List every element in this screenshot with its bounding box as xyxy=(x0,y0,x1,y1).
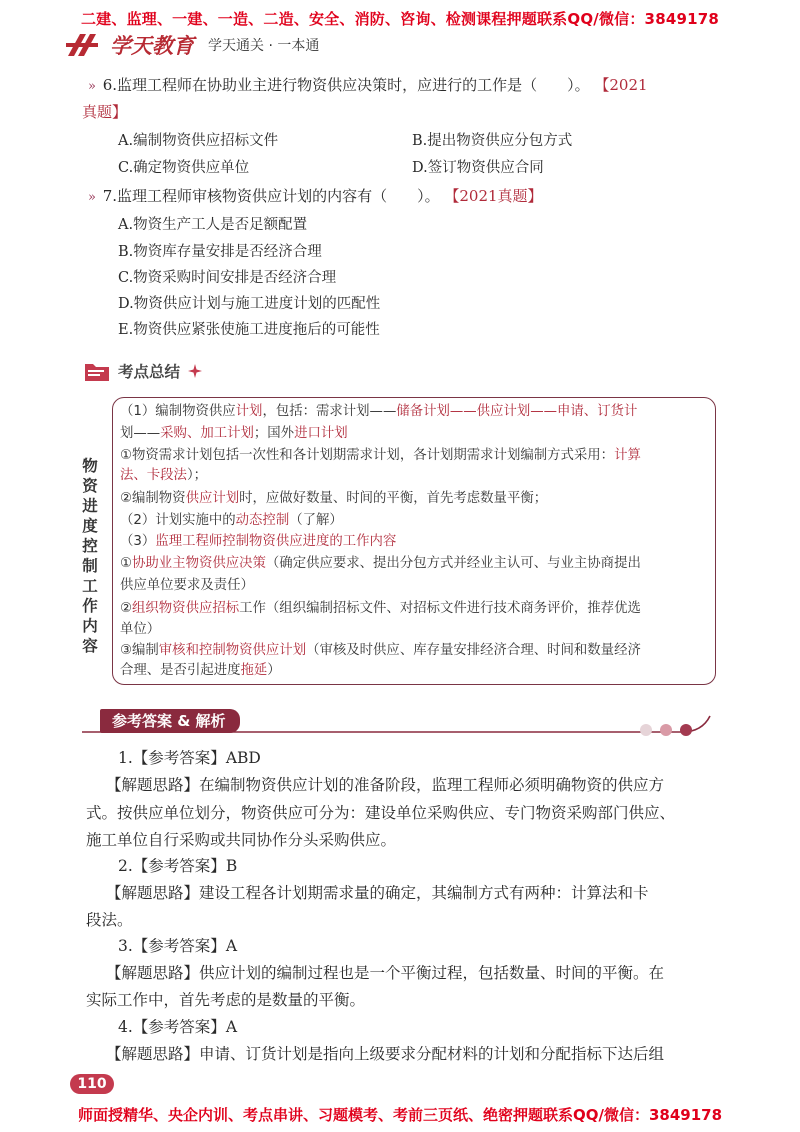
side-char: 内 xyxy=(82,617,98,635)
side-char: 度 xyxy=(82,517,98,535)
page-number: 110 xyxy=(70,1074,114,1094)
answer-1: 1.【参考答案】ABD xyxy=(118,749,261,767)
question-6-stem xyxy=(88,72,728,100)
answer-2: 2.【参考答案】B xyxy=(118,857,238,875)
summary-line: （2）计划实施中的动态控制（了解） xyxy=(120,513,343,528)
year-tag: 【2021 xyxy=(594,76,648,94)
summary-header xyxy=(84,360,202,382)
bottom-promo-banner: 师面授精华、央企内训、考点串讲、习题模考、考前三页纸、绝密押题联系QQ/微信：3849178 xyxy=(77,1106,723,1124)
option-b: B.提出物资供应分包方式 xyxy=(412,133,573,149)
option-a: A.物资生产工人是否足额配置 xyxy=(118,217,308,233)
summary-line: 供应单位要求及责任） xyxy=(120,578,254,593)
answer-2-reason: 【解题思路】建设工程各计划期需求量的确定，其编制方式有两种：计算法和卡 xyxy=(106,884,649,902)
decor-dot-icon xyxy=(680,724,692,736)
question-marker-icon: » xyxy=(88,190,96,205)
sparkle-icon xyxy=(188,364,202,378)
question-text: 7.监理工程师审核物资供应计划的内容有（ ）。 xyxy=(102,187,440,205)
answer-3: 3.【参考答案】A xyxy=(118,937,238,955)
answer-1-reason: 【解题思路】在编制物资供应计划的准备阶段，监理工程师必须明确物资的供应方 xyxy=(106,776,665,794)
brand-name: 学天教育 xyxy=(110,34,194,58)
summary-line: （1）编制物资供应计划，包括：需求计划——储备计划——供应计划——申请、订货计 xyxy=(120,404,638,419)
summary-line: 划——采购、加工计划；国外进口计划 xyxy=(120,426,348,441)
option-b: B.物资库存量安排是否经济合理 xyxy=(118,244,322,260)
summary-line: 单位） xyxy=(120,622,161,637)
question-6-tag-cont xyxy=(82,99,127,126)
question-text: 6.监理工程师在协助业主进行物资供应决策时，应进行的工作是（ ）。 xyxy=(102,76,590,94)
brand-header xyxy=(66,30,319,60)
option-c: C.确定物资供应单位 xyxy=(118,160,250,176)
side-char: 制 xyxy=(82,557,98,575)
option-e: E.物资供应紧张使施工进度拖后的可能性 xyxy=(118,322,380,338)
decor-dot-icon xyxy=(660,724,672,736)
summary-side-label xyxy=(78,456,102,656)
side-char: 控 xyxy=(82,537,98,555)
side-char: 工 xyxy=(82,577,98,595)
answer-1-reason-line: 式。按供应单位划分，物资供应可分为：建设单位采购供应、专门物资采购部门供应、 xyxy=(86,804,676,822)
summary-line: 合理、是否引起进度拖延） xyxy=(120,663,281,678)
summary-line: 法、卡段法）； xyxy=(120,468,208,483)
answer-2-reason-line: 段法。 xyxy=(86,911,133,929)
answer-4: 4.【参考答案】A xyxy=(118,1018,238,1036)
decor-dot-icon xyxy=(640,724,652,736)
year-tag: 【2021真题】 xyxy=(444,187,543,205)
summary-line: ②编制物资供应计划时，应做好数量、时间的平衡，首先考虑数量平衡； xyxy=(120,491,548,506)
brand-logo-icon xyxy=(66,32,100,58)
summary-line: ①协助业主物资供应决策（确定供应要求、提出分包方式并经业主认可、与业主协商提出 xyxy=(120,556,641,571)
summary-line: （3）监理工程师控制物资供应进度的工作内容 xyxy=(120,534,397,549)
side-char: 物 xyxy=(82,457,98,475)
answer-4-reason: 【解题思路】申请、订货计划是指向上级要求分配材料的计划和分配指标下达后组 xyxy=(106,1045,665,1063)
folder-icon xyxy=(84,360,110,382)
option-d: D.签订物资供应合同 xyxy=(412,160,544,176)
answers-section-title: 参考答案 & 解析 xyxy=(100,709,240,733)
side-char: 容 xyxy=(82,637,98,655)
option-a: A.编制物资供应招标文件 xyxy=(118,133,279,149)
summary-line: ①物资需求计划包括一次性和各计划期需求计划，各计划期需求计划编制方式采用：计算 xyxy=(120,448,641,463)
question-7-stem xyxy=(88,183,728,211)
summary-line: ②组织物资供应招标工作（组织编制招标文件、对招标文件进行技术商务评价，推荐优选 xyxy=(120,601,641,616)
option-c: C.物资采购时间安排是否经济合理 xyxy=(118,270,337,286)
answer-1-reason-line: 施工单位自行采购或共同协作分头采购供应。 xyxy=(86,831,397,849)
summary-title: 考点总结 xyxy=(118,363,181,381)
answer-3-reason-line: 实际工作中，首先考虑的是数量的平衡。 xyxy=(86,991,366,1009)
top-promo-banner: 二建、监理、一建、一造、二造、安全、消防、咨询、检测课程押题联系QQ/微信：3849178 xyxy=(80,10,720,28)
side-char: 资 xyxy=(82,477,98,495)
side-char: 作 xyxy=(82,597,98,615)
option-d: D.物资供应计划与施工进度计划的匹配性 xyxy=(118,296,381,312)
summary-line: ③编制审核和控制物资供应计划（审核及时供应、库存量安排经济合理、时间和数量经济 xyxy=(120,643,641,658)
side-char: 进 xyxy=(82,497,98,515)
answer-3-reason: 【解题思路】供应计划的编制过程也是一个平衡过程，包括数量、时间的平衡。在 xyxy=(106,964,665,982)
year-tag: 真题】 xyxy=(82,103,128,121)
brand-subtitle: 学天通关 · 一本通 xyxy=(208,38,320,54)
question-marker-icon: » xyxy=(88,79,96,94)
